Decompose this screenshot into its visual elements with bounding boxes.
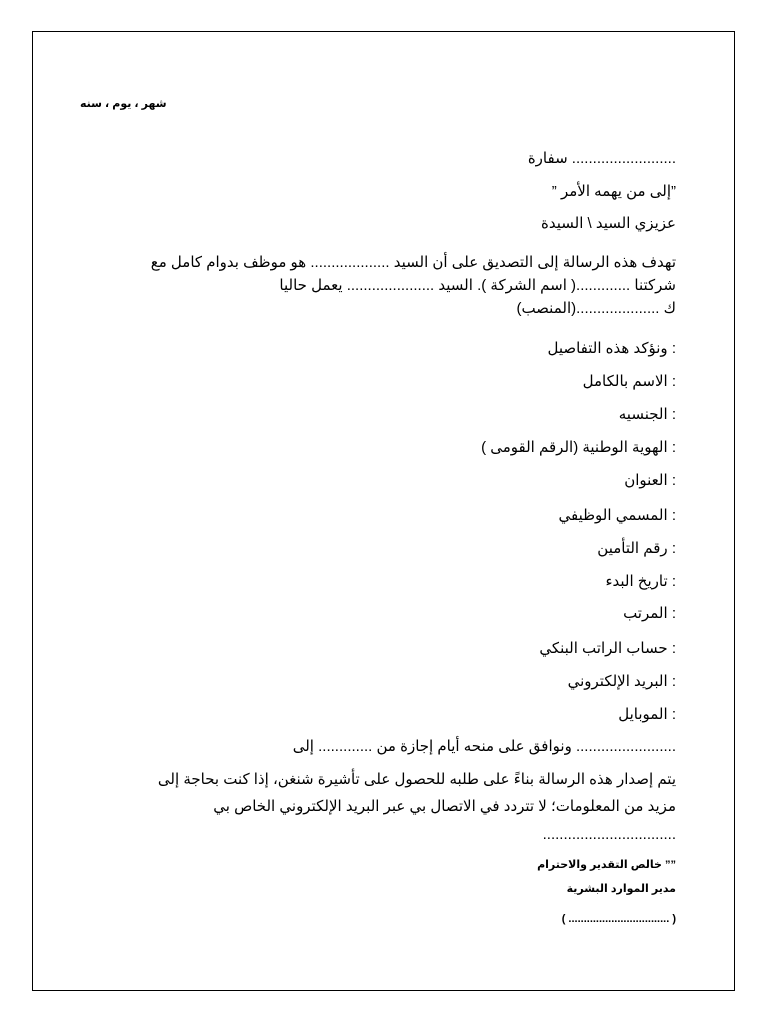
regards-line: ”” خالص التقدير والاحترام [537, 859, 676, 871]
field-address: : العنوان [624, 472, 676, 489]
greeting-to: ”إلى من يهمه الأمر ” [551, 183, 676, 200]
field-start-date: : تاريخ البدء [605, 573, 676, 590]
leave-line: ........................ ونوافق على منحه أيام إجازة من ............. إلى [292, 738, 676, 755]
embassy-line: ......................... سفارة [527, 150, 676, 167]
field-nationality: : الجنسيه [618, 406, 676, 423]
body-line: تهدف هذه الرسالة إلى التصديق على أن السيد ................... هو موظف بدوام كامل مع [150, 254, 676, 271]
field-full-name: : الاسم بالكامل [582, 373, 676, 390]
field-bank-account: : حساب الراتب البنكي [539, 640, 676, 657]
salutation: عزيزي السيد \ السيدة [541, 215, 676, 232]
signer-title: مدير الموارد البشرية [566, 883, 676, 895]
closing-line: ................................ [542, 826, 676, 843]
closing-line: مزيد من المعلومات؛ لا تتردد في الاتصال بي عبر البريد الإلكتروني الخاص بي [213, 798, 676, 815]
signer-name: ( ................................. ) [561, 913, 676, 925]
field-email: : البريد الإلكتروني [567, 673, 676, 690]
field-salary: : المرتب [623, 605, 676, 622]
body-line: ك ....................(المنصب) [516, 300, 676, 317]
field-national-id: : الهوية الوطنية (الرقم القومى ) [481, 439, 676, 456]
date-line: شهر ، يوم ، سنه [80, 98, 167, 110]
field-mobile: : الموبايل [618, 706, 676, 723]
body-line: شركتنا .............( اسم الشركة ). السيد ..................... يعمل حاليا [279, 277, 676, 294]
field-insurance-number: : رقم التأمين [597, 540, 676, 557]
field-job-title: : المسمي الوظيفي [558, 507, 676, 524]
closing-line: يتم إصدار هذه الرسالة بناءً على طلبه للحصول على تأشيرة شنغن، إذا كنت بحاجة إلى [157, 771, 676, 788]
confirm-intro: : ونؤكد هذه التفاصيل [547, 340, 676, 357]
